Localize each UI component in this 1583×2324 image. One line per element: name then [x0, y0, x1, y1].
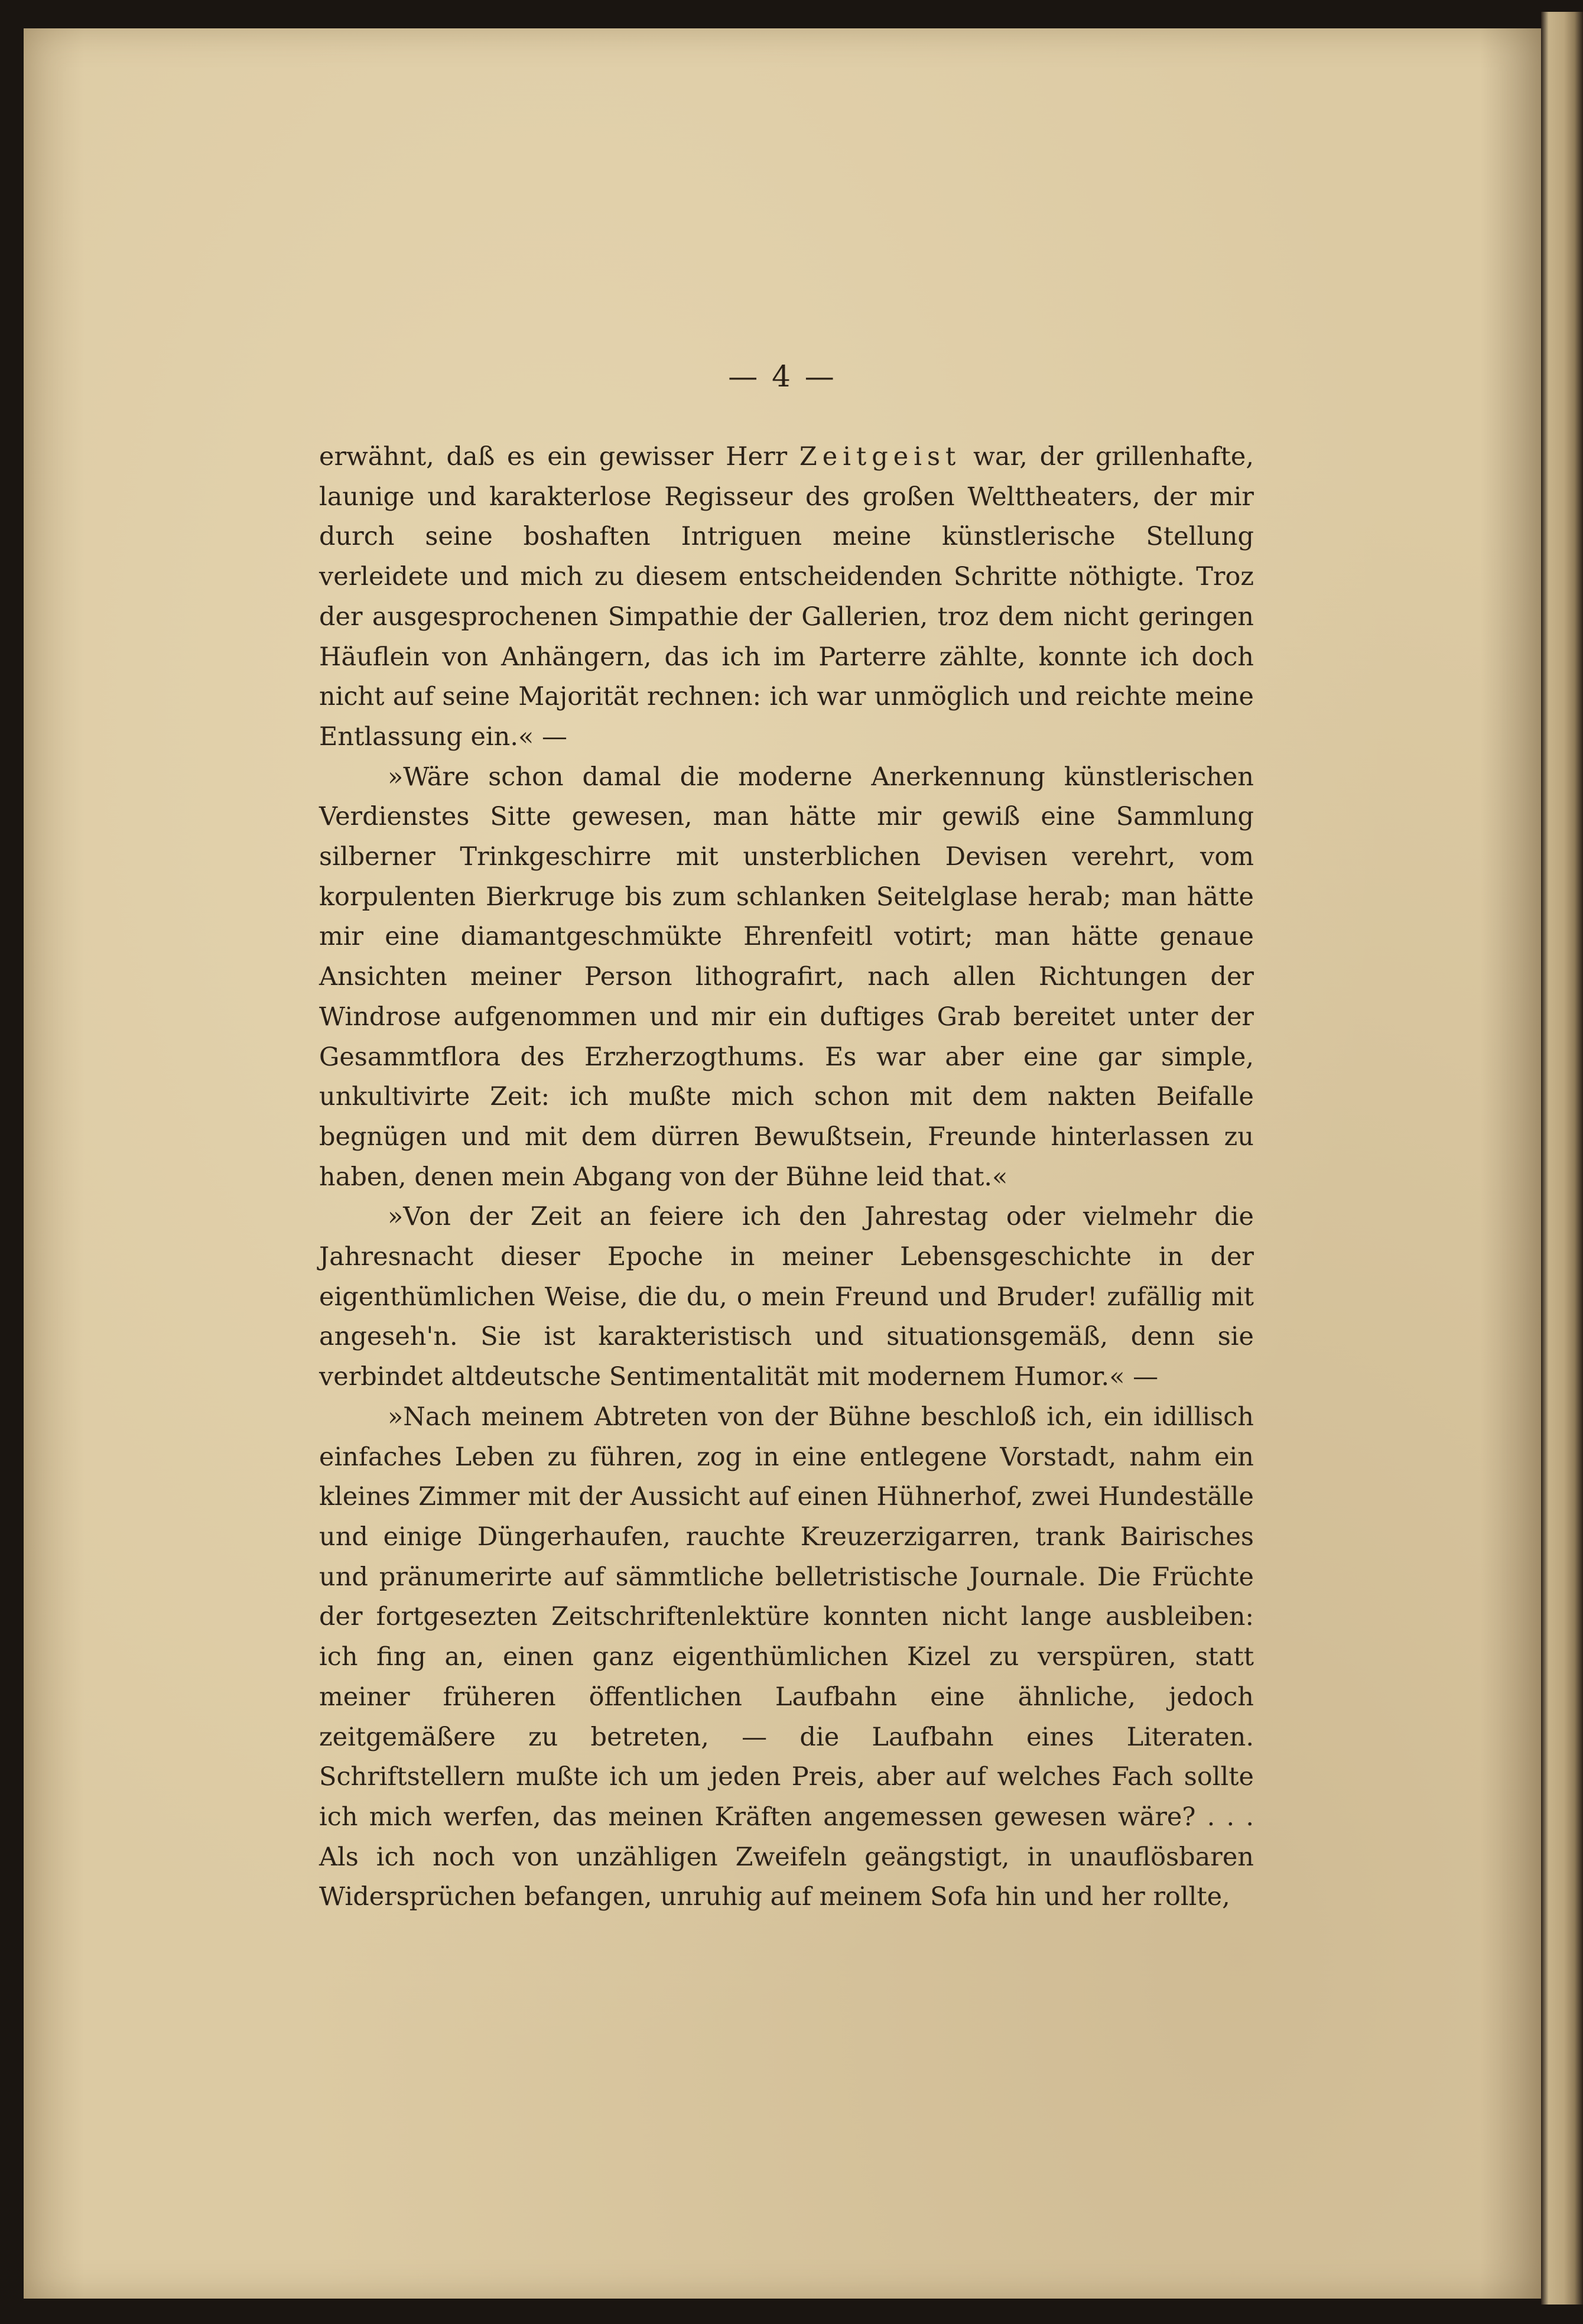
next-page-edge [1541, 12, 1583, 2305]
paragraph-1 [319, 437, 1254, 758]
paragraph-3: »Von der Zeit an feiere ich den Jahrestag oder vielmehr die Jahresnacht dieser Epoche in meiner Lebensgeschichte in der eigenthümlichen Weise, die du, o mein Freund und Bruder! zufällig mit angeseh'n. Sie ist karakteristisch und situationsgemäß, denn sie verbindet altdeutsche Sentimentalität mit modernem Humor.« — [319, 1202, 1254, 1392]
page-number: — 4 — [728, 359, 837, 394]
paragraph-4: »Nach meinem Abtreten von der Bühne beschloß ich, ein idillisch einfaches Leben zu führen, zog in eine entlegene Vorstadt, nahm ein kleines Zimmer mit der Aussicht auf einen Hühnerhof, zwei Hundeställe und einige Düngerhaufen, rauchte Kreuzerzigarren, trank Bairisches und pränumerirte auf sämmtliche belletristische Journale. Die Früchte der fortgesezten Zeitschriftenlektüre konnten nicht lange ausbleiben: ich fing an, einen ganz eigenthümlichen Kizel zu verspüren, statt meiner früheren öffentlichen Laufbahn eine ähnliche, jedoch zeitgemäßere zu betreten, — die Laufbahn eines Literaten. Schriftstellern mußte ich um jeden Preis, aber auf welches Fach sollte ich mich werfen, das meinen Kräften angemessen gewesen wäre? . . . Als ich noch von unzähligen Zweifeln geängstigt, in unauflösbaren Widersprüchen befangen, unruhig auf meinem Sofa hin und her rollte, [319, 1402, 1254, 1912]
paragraph-1-rest: war, der grillenhafte, launige und karakterlose Regisseur des großen Welttheaters, der mir durch seine boshaften Intriguen meine künstlerische Stellung verleidete und mich zu diesem entscheidenden Schritte nöthigte. Troz der ausgesprochenen Simpathie der Gallerien, troz dem nicht geringen Häuflein von Anhängern, das ich im Parterre zählte, konnte ich doch nicht auf seine Majorität rechnen: ich war unmöglich und reichte meine Entlassung ein.« — [319, 442, 1254, 752]
body-text [319, 437, 1254, 1917]
emphasized-word: Zeitgeist [799, 442, 961, 472]
paragraph-2: »Wäre schon damal die moderne Anerkennung künstlerischen Verdienstes Sitte gewesen, man hätte mir gewiß eine Sammlung silberner Trinkgeschirre mit unsterblichen Devisen verehrt, vom korpulenten Bierkruge bis zum schlanken Seitelglase herab; man hätte mir eine diamantgeschmükte Ehrenfeitl votirt; man hätte genaue Ansichten meiner Person lithografirt, nach allen Richtungen der Windrose aufgenommen und mir ein duftiges Grab bereitet unter der Gesammtflora des Erzherzogthums. Es war aber eine gar simple, unkultivirte Zeit: ich mußte mich schon mit dem nakten Beifalle begnügen und mit dem dürren Bewußtsein, Freunde hinterlassen zu haben, denen mein Abgang von der Bühne leid that.« [319, 762, 1254, 1192]
paragraph-1-lead: erwähnt, daß es ein gewisser Herr [319, 442, 799, 472]
paper-page [24, 28, 1541, 2299]
